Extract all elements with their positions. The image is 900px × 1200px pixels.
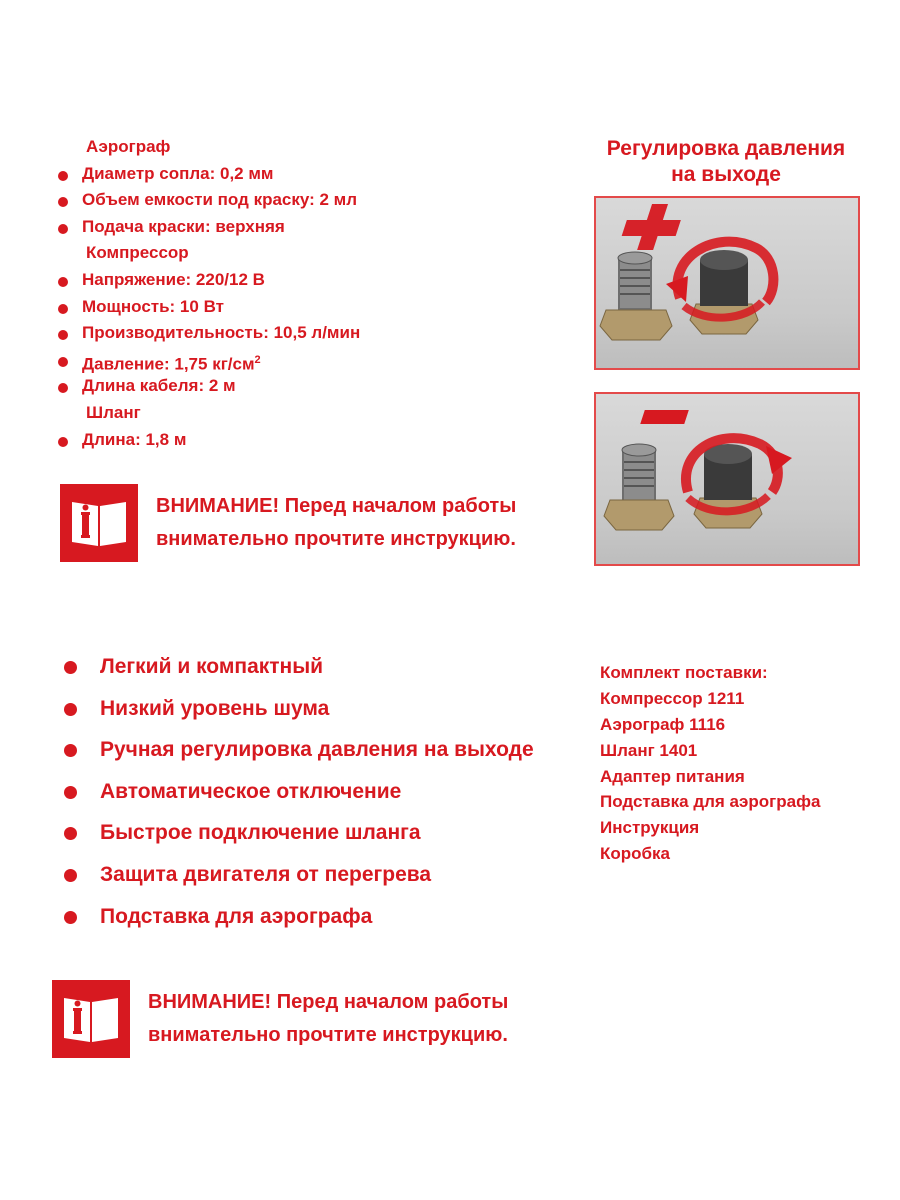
regulator-photo-minus bbox=[594, 392, 860, 566]
bullet-icon bbox=[58, 224, 68, 234]
book-info-icon bbox=[60, 484, 138, 562]
kit-item: Коробка bbox=[600, 844, 670, 864]
bullet-icon bbox=[58, 437, 68, 447]
kit-item: Компрессор 1211 bbox=[600, 688, 745, 708]
spec-item: Производительность: 10,5 л/мин bbox=[56, 320, 360, 347]
kit-item: Подставка для аэрографа bbox=[600, 792, 821, 812]
bullet-icon bbox=[58, 357, 68, 367]
kit-item: Аэрограф 1116 bbox=[600, 714, 726, 734]
bullet-icon bbox=[58, 171, 68, 181]
kit-list bbox=[600, 660, 820, 867]
kit-title: Комплект поставки: bbox=[600, 663, 768, 682]
warning-text: ВНИМАНИЕ! Перед началом работы внимательно прочтите инструкцию. bbox=[156, 495, 517, 550]
bullet-icon bbox=[64, 744, 77, 757]
bullet-icon bbox=[58, 304, 68, 314]
plus-icon bbox=[622, 204, 681, 250]
spec-item: Мощность: 10 Вт bbox=[56, 294, 360, 321]
spec-compressor-header: Компрессор bbox=[86, 243, 189, 263]
bullet-icon bbox=[58, 277, 68, 287]
feature-item: Ручная регулировка давления на выходе bbox=[62, 729, 534, 771]
bullet-icon bbox=[64, 827, 77, 840]
feature-item: Легкий и компактный bbox=[62, 646, 534, 688]
spec-list bbox=[56, 134, 360, 453]
spec-airbrush-header: Аэрограф bbox=[86, 137, 171, 156]
spec-item: Подача краски: верхняя bbox=[56, 214, 360, 241]
regulation-title: Регулировка давления на выходе bbox=[606, 137, 846, 186]
feature-item: Быстрое подключение шланга bbox=[62, 812, 534, 854]
bullet-icon bbox=[58, 383, 68, 393]
spec-item: Длина: 1,8 м bbox=[56, 427, 360, 454]
bullet-icon bbox=[64, 703, 77, 716]
feature-item: Автоматическое отключение bbox=[62, 771, 534, 813]
feature-item: Подставка для аэрографа bbox=[62, 896, 534, 938]
warning-block-bottom bbox=[52, 980, 508, 1058]
spec-item: Длина кабеля: 2 м bbox=[56, 373, 360, 400]
spec-hose-header: Шланг bbox=[86, 402, 141, 422]
spec-item: Давление: 1,75 $кг/см^2$ bbox=[56, 347, 360, 374]
regulator-photo-plus bbox=[594, 196, 860, 370]
bullet-icon bbox=[64, 869, 77, 882]
kit-item: Инструкция bbox=[600, 818, 700, 838]
feature-item: Низкий уровень шума bbox=[62, 688, 534, 730]
feature-item: Защита двигателя от перегрева bbox=[62, 854, 534, 896]
kit-item: Адаптер питания bbox=[600, 766, 745, 786]
spec-item: Диаметр сопла: 0,2 мм bbox=[56, 161, 360, 188]
bullet-icon bbox=[58, 197, 68, 207]
pressure-superscript: 2 bbox=[254, 353, 261, 366]
bullet-icon bbox=[58, 330, 68, 340]
warning-block bbox=[60, 484, 516, 562]
feature-list bbox=[62, 646, 534, 937]
spec-item: Напряжение: 220/12 В bbox=[56, 267, 360, 294]
bullet-icon bbox=[64, 786, 77, 799]
warning-text: ВНИМАНИЕ! Перед началом работы внимательно прочтите инструкцию. bbox=[148, 991, 509, 1046]
kit-item: Шланг 1401 bbox=[600, 740, 698, 760]
minus-icon bbox=[640, 410, 689, 424]
bullet-icon bbox=[64, 661, 77, 674]
book-info-icon bbox=[52, 980, 130, 1058]
spec-item: Объем емкости под краску: 2 мл bbox=[56, 187, 360, 214]
bullet-icon bbox=[64, 911, 77, 924]
